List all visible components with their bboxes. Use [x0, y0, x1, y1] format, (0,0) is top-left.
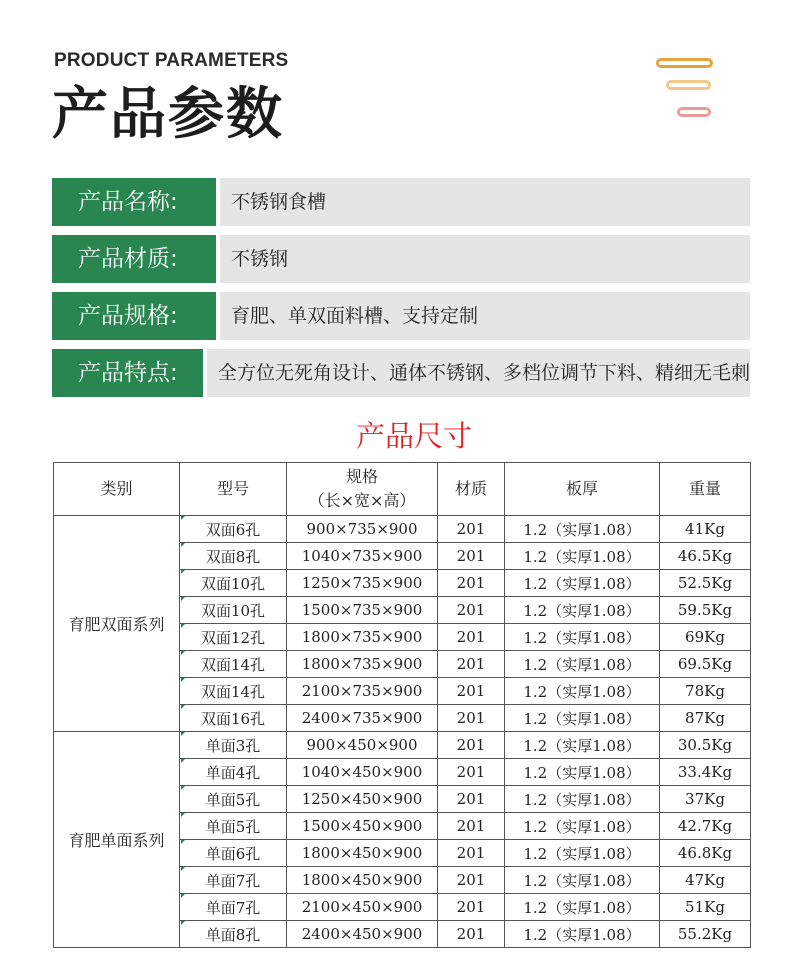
weight-cell: 69.5Kg	[660, 651, 751, 678]
model-cell	[180, 759, 287, 786]
cell-corner-mark	[181, 651, 185, 655]
header-material: 材质	[438, 463, 505, 516]
param-label: 产品材质:	[52, 235, 216, 283]
weight-cell: 46.5Kg	[660, 543, 751, 570]
model-text: 单面4孔	[205, 763, 261, 782]
material-cell: 201	[438, 894, 505, 921]
weight-cell: 78Kg	[660, 678, 751, 705]
page-title: 产品参数	[52, 82, 284, 147]
cell-corner-mark	[181, 624, 185, 628]
model-text: 双面8孔	[205, 547, 261, 566]
thickness-cell: 1.2（实厚1.08）	[505, 597, 660, 624]
model-cell	[180, 543, 287, 570]
param-row-material	[52, 235, 750, 283]
cell-corner-mark	[181, 543, 185, 547]
param-row-spec	[52, 292, 750, 340]
material-cell: 201	[438, 678, 505, 705]
material-cell: 201	[438, 624, 505, 651]
cell-corner-mark	[181, 840, 185, 844]
parameter-list	[52, 178, 750, 406]
weight-cell: 46.8Kg	[660, 840, 751, 867]
material-cell: 201	[438, 840, 505, 867]
weight-cell: 59.5Kg	[660, 597, 751, 624]
table-row	[54, 732, 751, 759]
param-value: 不锈钢食槽	[220, 178, 750, 226]
spec-cell: 1800×735×900	[287, 651, 438, 678]
header-category: 类别	[54, 463, 180, 516]
cell-corner-mark	[181, 867, 185, 871]
material-cell: 201	[438, 705, 505, 732]
spec-cell: 1500×735×900	[287, 597, 438, 624]
model-text: 单面7孔	[205, 898, 261, 917]
header-thickness: 板厚	[505, 463, 660, 516]
material-cell: 201	[438, 867, 505, 894]
cell-corner-mark	[181, 597, 185, 601]
thickness-cell: 1.2（实厚1.08）	[505, 759, 660, 786]
header-weight: 重量	[660, 463, 751, 516]
cell-corner-mark	[181, 570, 185, 574]
weight-cell: 47Kg	[660, 867, 751, 894]
weight-cell: 37Kg	[660, 786, 751, 813]
param-row-name	[52, 178, 750, 226]
spec-cell: 1040×450×900	[287, 759, 438, 786]
model-text: 单面5孔	[205, 790, 261, 809]
weight-cell: 87Kg	[660, 705, 751, 732]
decorative-stripe	[677, 107, 711, 117]
thickness-cell: 1.2（实厚1.08）	[505, 705, 660, 732]
cell-corner-mark	[181, 813, 185, 817]
thickness-cell: 1.2（实厚1.08）	[505, 624, 660, 651]
cell-corner-mark	[181, 732, 185, 736]
model-text: 双面10孔	[200, 574, 266, 593]
material-cell: 201	[438, 543, 505, 570]
series-cell: 育肥单面系列	[54, 732, 180, 948]
cell-corner-mark	[181, 894, 185, 898]
decorative-stripe	[656, 58, 713, 68]
material-cell: 201	[438, 570, 505, 597]
spec-cell: 1800×450×900	[287, 840, 438, 867]
spec-cell: 2100×450×900	[287, 894, 438, 921]
table-header-row	[54, 463, 751, 516]
weight-cell: 55.2Kg	[660, 921, 751, 948]
model-cell	[180, 570, 287, 597]
model-text: 双面12孔	[200, 628, 266, 647]
material-cell: 201	[438, 759, 505, 786]
weight-cell: 69Kg	[660, 624, 751, 651]
spec-cell: 2400×450×900	[287, 921, 438, 948]
param-row-features	[52, 349, 750, 397]
weight-cell: 33.4Kg	[660, 759, 751, 786]
param-label: 产品特点:	[52, 349, 203, 397]
model-text: 单面6孔	[205, 844, 261, 863]
weight-cell: 51Kg	[660, 894, 751, 921]
header-model: 型号	[180, 463, 287, 516]
spec-cell: 1800×735×900	[287, 624, 438, 651]
model-text: 双面16孔	[200, 709, 266, 728]
thickness-cell: 1.2（实厚1.08）	[505, 786, 660, 813]
param-value: 全方位无死角设计、通体不锈钢、多档位调节下料、精细无毛刺	[207, 349, 750, 397]
model-cell	[180, 921, 287, 948]
spec-cell: 2400×735×900	[287, 705, 438, 732]
spec-cell: 1250×735×900	[287, 570, 438, 597]
model-cell	[180, 705, 287, 732]
model-cell	[180, 867, 287, 894]
weight-cell: 42.7Kg	[660, 813, 751, 840]
model-cell	[180, 840, 287, 867]
model-cell	[180, 894, 287, 921]
subtitle: PRODUCT PARAMETERS	[54, 50, 289, 71]
cell-corner-mark	[181, 759, 185, 763]
thickness-cell: 1.2（实厚1.08）	[505, 516, 660, 543]
cell-corner-mark	[181, 705, 185, 709]
thickness-cell: 1.2（实厚1.08）	[505, 651, 660, 678]
model-cell	[180, 678, 287, 705]
param-value: 不锈钢	[220, 235, 750, 283]
model-cell	[180, 786, 287, 813]
thickness-cell: 1.2（实厚1.08）	[505, 921, 660, 948]
thickness-cell: 1.2（实厚1.08）	[505, 732, 660, 759]
model-text: 双面6孔	[205, 520, 261, 539]
material-cell: 201	[438, 651, 505, 678]
thickness-cell: 1.2（实厚1.08）	[505, 867, 660, 894]
model-cell	[180, 732, 287, 759]
material-cell: 201	[438, 597, 505, 624]
table-body	[54, 516, 751, 948]
param-label: 产品名称:	[52, 178, 216, 226]
model-text: 双面10孔	[200, 601, 266, 620]
material-cell: 201	[438, 813, 505, 840]
model-cell	[180, 597, 287, 624]
size-table	[53, 462, 751, 948]
weight-cell: 52.5Kg	[660, 570, 751, 597]
param-value: 育肥、单双面料槽、支持定制	[220, 292, 750, 340]
thickness-cell: 1.2（实厚1.08）	[505, 840, 660, 867]
model-text: 双面14孔	[200, 655, 266, 674]
model-cell	[180, 624, 287, 651]
weight-cell: 30.5Kg	[660, 732, 751, 759]
series-cell: 育肥双面系列	[54, 516, 180, 732]
model-text: 单面5孔	[205, 817, 261, 836]
thickness-cell: 1.2（实厚1.08）	[505, 570, 660, 597]
decorative-stripe	[666, 80, 711, 90]
cell-corner-mark	[181, 678, 185, 682]
spec-cell: 1500×450×900	[287, 813, 438, 840]
header-spec-dims: （长×宽×高）	[308, 491, 416, 510]
param-label: 产品规格:	[52, 292, 216, 340]
section-title: 产品尺寸	[355, 419, 472, 453]
model-text: 双面14孔	[200, 682, 266, 701]
header-spec	[287, 463, 438, 516]
thickness-cell: 1.2（实厚1.08）	[505, 678, 660, 705]
spec-cell: 900×735×900	[287, 516, 438, 543]
spec-cell: 1040×735×900	[287, 543, 438, 570]
table-row	[54, 516, 751, 543]
header-spec-label: 规格	[345, 467, 378, 486]
material-cell: 201	[438, 516, 505, 543]
spec-cell: 900×450×900	[287, 732, 438, 759]
spec-cell: 1250×450×900	[287, 786, 438, 813]
material-cell: 201	[438, 732, 505, 759]
weight-cell: 41Kg	[660, 516, 751, 543]
model-text: 单面8孔	[205, 925, 261, 944]
material-cell: 201	[438, 786, 505, 813]
model-cell	[180, 516, 287, 543]
spec-cell: 2100×735×900	[287, 678, 438, 705]
cell-corner-mark	[181, 516, 185, 520]
model-text: 单面7孔	[205, 871, 261, 890]
thickness-cell: 1.2（实厚1.08）	[505, 894, 660, 921]
cell-corner-mark	[181, 921, 185, 925]
cell-corner-mark	[181, 786, 185, 790]
model-text: 单面3孔	[205, 736, 261, 755]
model-cell	[180, 651, 287, 678]
model-cell	[180, 813, 287, 840]
thickness-cell: 1.2（实厚1.08）	[505, 543, 660, 570]
material-cell: 201	[438, 921, 505, 948]
thickness-cell: 1.2（实厚1.08）	[505, 813, 660, 840]
spec-cell: 1800×450×900	[287, 867, 438, 894]
